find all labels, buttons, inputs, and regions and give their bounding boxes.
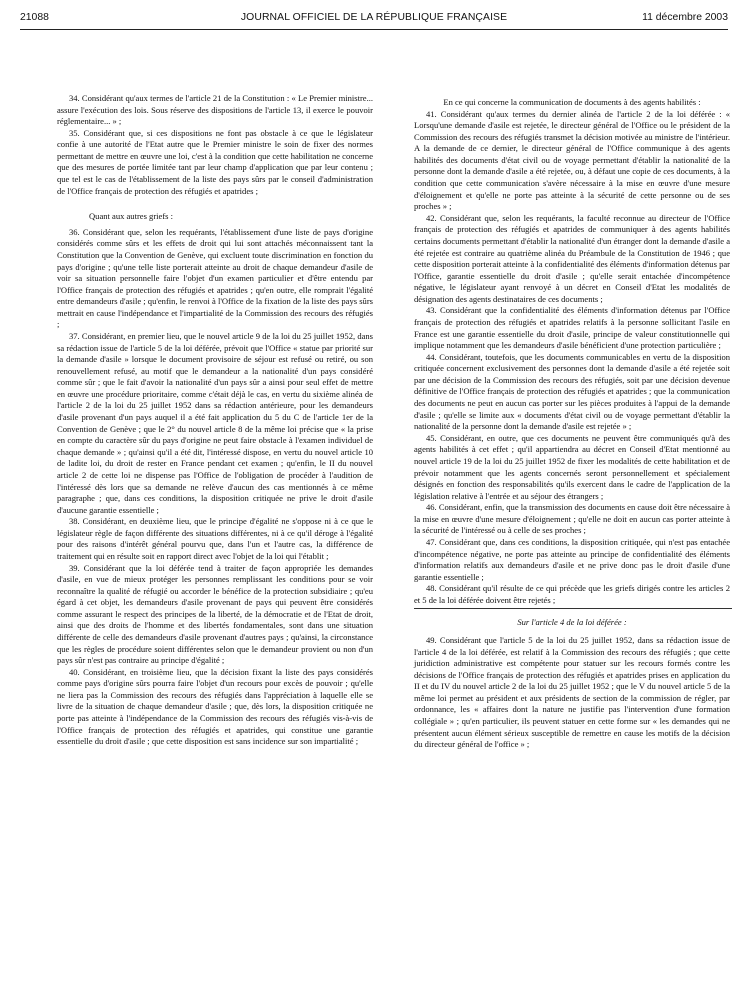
journal-title: JOURNAL OFFICIEL DE LA RÉPUBLIQUE FRANÇAISE xyxy=(240,12,508,23)
paragraph: 48. Considérant qu'il résulte de ce qui précède que les griefs dirigés contre les articles 2 et 5 de la loi déférée doivent être rejetés ; xyxy=(414,583,730,605)
right-column xyxy=(414,97,730,751)
section-heading: Quant aux autres griefs : xyxy=(89,211,174,222)
paragraph: 42. Considérant que, selon les requérants, la faculté reconnue au directeur de l'Office français de protection des réfugiés et apatrides de communiquer à des agents habilités certains documents permettant d'établir la nationalité d'un étranger dont la demande d'asile a été rejetée est contraire au quatrième alinéa du Préambule de la Constitution de 1946 ; que cette disposition porterait atteinte à la confidentialité des éléments d'information détenus par l'Office, garantie essentielle du droit d'asile ; qu'elle serait entachée d'incompétence négative, le législateur ayant renvoyé à un décret en Conseil d'Etat les modalités de désignation des agents destinataires de ces documents ; xyxy=(414,212,730,304)
paragraph: 35. Considérant que, si ces dispositions ne font pas obstacle à ce que le législateur confie à une autorité de l'Etat autre que le Premier ministre le soin de fixer des normes permettant de mettre en œuvre une loi, c'est à la condition que cette habilitation ne concerne que des mesures de portée limitée tant par leur champ d'application que par leur contenu ; que tel est le cas de l'établissement de la liste des pays sûrs par le conseil d'administration de l'Office français de protection des réfugiés et apatrides ; xyxy=(57,127,373,196)
paragraph: 41. Considérant qu'aux termes du dernier alinéa de l'article 2 de la loi déférée : « Lorsqu'une demande d'asile est rejetée, le directeur général de l'Office ou le président de la Commission des recours des réfugiés transmet la décision motivée au ministre de l'intérieur. A la demande de ce dernier, le directeur général de l'Office communique à des agents habilités des documents d'état civil ou de voyage permettant d'établir la nationalité de la personne dont la demande d'asile a été rejetée, ou, à défaut une copie de ces documents, à la condition que cette communication s'avère nécessaire à la mise en œuvre d'une mesure d'éloignement et qu'elle ne porte pas atteinte à la sécurité de cette personne ou de ses proches » ; xyxy=(414,108,730,212)
section-divider xyxy=(414,608,732,609)
section-heading: En ce qui concerne la communication de documents à des agents habilités : xyxy=(443,97,701,107)
header-rule xyxy=(20,29,728,30)
paragraph: 38. Considérant, en deuxième lieu, que le principe d'égalité ne s'oppose ni à ce que le législateur règle de façon différente des situations différentes, ni à ce qu'il déroge à l'égalité pour des raisons d'intérêt général pourvu que, dans l'un et l'autre cas, la différence de traitement qui en résulte soit en rapport direct avec l'objet de la loi qui l'établit ; xyxy=(57,516,373,561)
paragraph: 46. Considérant, enfin, que la transmission des documents en cause doit être nécessaire à la mise en œuvre d'une mesure d'éloignement ; qu'elle ne doit en aucun cas porter atteinte à la sécurité de l'intéressé ou à celle de ses proches ; xyxy=(414,502,730,536)
paragraph: 43. Considérant que la confidentialité des éléments d'information détenus par l'Office français de protection des réfugiés et apatrides relatifs à la personne sollicitant l'asile en France est une garantie essentielle du droit d'asile, principe de valeur constitutionnelle qui implique notamment que les demandeurs d'asile bénéficient d'une protection particulière ; xyxy=(414,305,730,351)
paragraph: 39. Considérant que la loi déférée tend à traiter de façon appropriée les demandes d'asile, en vue de mieux protéger les personnes remplissant les conditions pour se voir reconnaître la qualité de réfugié ou accorder le bénéfice de la protection subsidiaire ; qu'eu égard à cet objet, les demandeurs d'asile provenant de pays qui peuvent être considérés comme assurant le respect des principes de la liberté, de la démocratie et de l'Etat de droit, ainsi que des droits de l'homme et des libertés fondamentales, sont dans une situation différente de celle des demandeurs d'asile provenant d'autres pays ; qu'ainsi, la circonstance que les règles de procédure soient différentes selon que le demandeur provient ou non d'un pays sûr n'est pas contraire au principe d'égalité ; xyxy=(57,562,373,666)
section-heading: Sur l'article 4 de la loi déférée : xyxy=(517,617,627,628)
left-column xyxy=(57,93,373,748)
paragraph: 49. Considérant que l'article 5 de la loi du 25 juillet 1952, dans sa rédaction issue de l'article 4 de la loi déférée, est relatif à la Commission des recours des réfugiés ; que cette juridiction administrative est compétente pour statuer sur les recours formés contre les décisions de l'Office français de protection des réfugiés et apatrides prises en application du II et du IV du nouvel article 2 de la loi du 25 juillet 1952 ; que le V du nouvel article 5 de la même loi permet au président et aux présidents de section de la commission de régler, par ordonnance, les « affaires dont la nature ne justifie pas l'intervention d'une formation collégiale » ; qu'en particulier, ils peuvent statuer en cette forme sur « les demandes qui ne présentent aucun élément sérieux susceptible de remettre en cause les motifs de la décision du directeur général de l'office » ; xyxy=(414,635,730,750)
paragraph: 44. Considérant, toutefois, que les documents communicables en vertu de la disposition critiquée concernent exclusivement des personnes dont la demande d'asile a été rejetée soit par une décision de la Commission des recours des réfugiés, soit par une décision devenue définitive de l'Office français de protection des réfugiés et apatrides ; que la communication des documents ne peut en aucun cas porter sur les pièces produites à l'appui de la demande d'asile ; qu'elle se limite aux « documents d'état civil ou de voyage permettant d'établir la nationalité de la personne dont la demande d'asile est rejetée » ; xyxy=(414,351,730,432)
paragraph: 40. Considérant, en troisième lieu, que la décision fixant la liste des pays considérés comme pays d'origine sûrs pourra faire l'objet d'un recours pour excès de pouvoir ; qu'elle ne liera pas la Commission des recours des réfugiés dans l'appréciation à laquelle elle se livre de la situation de chaque demandeur d'asile ; que, dès lors, la disposition critiquée ne porte pas atteinte à l'indépendance de la Commission des recours des réfugiés vis-à-vis de l'Office français de protection des réfugiés et apatrides, qui constitue une garantie essentielle du droit d'asile ; que cette disposition est sans incidence sur son impartialité ; xyxy=(57,666,373,747)
paragraph: 36. Considérant que, selon les requérants, l'établissement d'une liste de pays d'origine considérés comme sûrs et les effets de droit qui lui sont attachés méconnaissent tant la Constitution que la Convention de Genève, qui excluent toute discrimination en fonction du pays d'origine ; qu'une telle liste porterait atteinte au droit de chaque demandeur d'asile de voir sa situation personnelle faire l'objet d'un examen particulier et d'être entendu par l'Office français de protection des réfugiés et apatrides ; qu'en outre, elle romprait l'égalité entre demandeurs d'asile ; qu'enfin, le renvoi à l'Office de la fixation de la liste des pays sûrs mettrait en cause l'indépendance et l'impartialité de la Commission des recours des réfugiés ; xyxy=(57,226,373,330)
paragraph: 45. Considérant, en outre, que ces documents ne peuvent être communiqués qu'à des agents habilités à cet effet ; qu'il appartiendra au décret en Conseil d'Etat mentionné au nouvel article 19 de la loi du 25 juillet 1952 de fixer les modalités de cette habilitation et de prévoir notamment que les agents concernés seront personnellement et spécialement désignés en fonction des responsabilités qu'ils exercent dans le cadre de l'application de la législation relative à l'entrée et au séjour des étrangers ; xyxy=(414,432,730,501)
paragraph: 37. Considérant, en premier lieu, que le nouvel article 9 de la loi du 25 juillet 1952, dans sa rédaction issue de l'article 5 de la loi déférée, prévoit que l'Office « statue par priorité sur la demande d'asile » lorsque le document provisoire de séjour est refusé ou retiré, ou son renouvellement refusé, au motif que le demandeur a la nationalité d'un pays considéré comme sûr ; que le fait d'avoir la nationalité d'un pays sûr a ainsi pour seul effet de mettre en œuvre une procédure prioritaire, comme c'était déjà le cas, en vertu du sixième alinéa de l'article 2 de la loi du 25 juillet 1952 dans sa rédaction antérieure, pour les demandeurs d'asile provenant d'un pays auquel il a été fait application du 5 du C de l'article 1er de la Convention de Genève ; que le 2° du nouvel article 8 de la même loi précise que « la prise en compte du caractère sûr du pays d'origine ne peut faire obstacle à l'examen individuel de chaque demande » ; qu'ainsi qu'il a été dit, l'intéressé dispose, en vertu du nouvel article 10 de ladite loi, du droit de rester en France pendant cet examen ; qu'enfin, le II du nouvel article 2 de cette loi ne dispense pas l'Office de l'obligation de procéder à l'audition de l'intéressé dès lors que sa demande ne relève d'aucun des cas mentionnés à ce même paragraphe ; que, dans ces conditions, la disposition critiquée ne prive le droit d'asile d'aucune garantie essentielle ; xyxy=(57,330,373,515)
paragraph: 34. Considérant qu'aux termes de l'article 21 de la Constitution : « Le Premier ministre... assure l'exécution des lois. Sous réserve des dispositions de l'article 13, il exerce le pouvoir réglementaire... » ; xyxy=(57,93,373,127)
issue-date: 11 décembre 2003 xyxy=(642,12,728,23)
paragraph: 47. Considérant que, dans ces conditions, la disposition critiquée, qui n'est pas entachée d'incompétence négative, ne porte pas atteinte au principe de confidentialité des éléments d'information relatifs aux demandeurs d'asile et ne prive donc pas le droit d'asile d'une garantie essentielle ; xyxy=(414,536,730,582)
page-number: 21088 xyxy=(20,12,49,23)
